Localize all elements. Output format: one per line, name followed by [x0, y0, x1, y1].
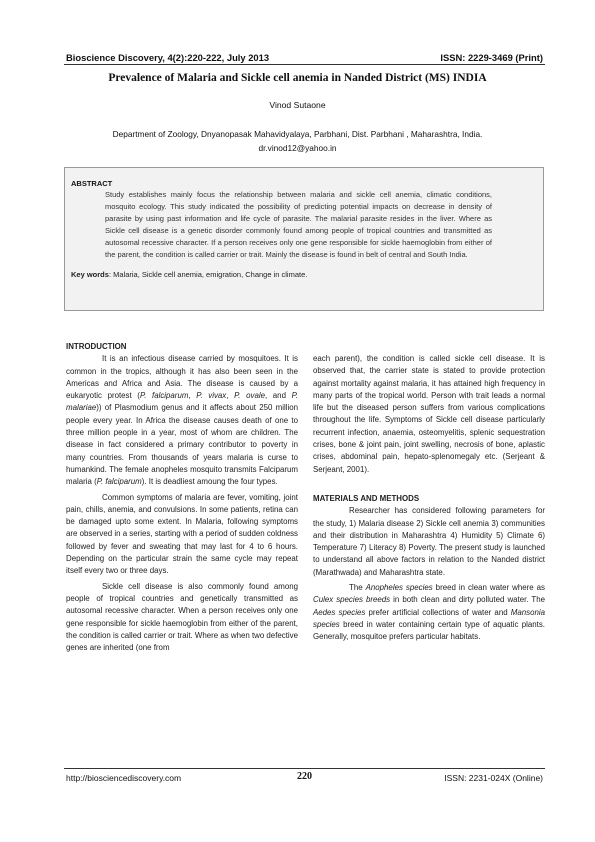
author-email: dr.vinod12@yahoo.in [258, 143, 337, 153]
page-number: 220 [297, 771, 312, 782]
intro-paragraph-continued: each parent), the condition is called sickle cell disease. It is observed that, the carrier state is stated to provide protection against mortality against malaria, it has attained high frequency in many parts of the tropical world. Person with trait leads a normal life but the diseased person suffers from various complications throughout the life. Symptoms of Sickle cell disease particularly recurrent infection, anaemia, osteomyelitis, splenic sequestration crises, bone & joint pain, joint swelling, necrosis of bone, aplastic crises, abdominal pain, hepato-splenomegaly etc. (Serjeant & Serjeant, 2001). [313, 354, 545, 474]
right-column [313, 353, 545, 644]
journal-name: Bioscience Discovery, [66, 52, 165, 63]
author-name: Vinod Sutaone [269, 100, 326, 110]
left-column [66, 341, 298, 654]
intro-paragraph-3: Sickle cell disease is also commonly found among people of tropical countries and genetically transmitted as autosomal recessive character. When a person receives only one gene responsible for sickle haemoglobin from either of the parent, the condition is called carrier or trait. Where as when two defective genes are inherited (one from [66, 581, 299, 653]
issn-online: ISSN: 2231-024X (Online) [444, 773, 543, 783]
intro-paragraph-1: It is an infectious disease carried by mosquitoes. It is common in the tropics, although it has also been seen in the Americas and Africa and Asia. The disease is caused by a eukaryotic protest (P. falciparum, P. vivax, P. ovale, and P. malariae)) of Plasmodium genus and it affects about 250 million people every year. In Africa the disease causes death of one to three million people in a year, most of whom are children. The disease in fact considered a primary contributor to poverty in many countries. From thousands of years malaria is curse to humankind. The female anopheles mosquito transmits Falciparum malaria (P. falciparum). It is deadliest amoung the four types. [66, 354, 299, 487]
keywords-line [71, 270, 535, 279]
footer-divider [64, 768, 545, 769]
introduction-heading: INTRODUCTION [66, 342, 127, 351]
author-affiliation [0, 127, 595, 155]
methods-heading: MATERIALS AND METHODS [313, 493, 420, 503]
keywords-list: : Malaria, Sickle cell anemia, emigration, Change in climate. [108, 270, 308, 279]
methods-paragraph-1: Researcher has considered following parameters for the study, 1) Malaria disease 2) Sickle cell anemia 3) communities and their distribution in Maharashtra 4) Humidity 5) Climate 6) Temperature 7) Literacy 8) Poverty. The present study is launched to understand all above factors in relation to the Nanded district (Marathwada) and Maharashtra state. [313, 506, 545, 577]
journal-citation: 4(2):220-222, July 2013 [164, 52, 270, 63]
intro-paragraph-2: Common symptoms of malaria are fever, vomiting, joint pain, chills, anemia, and convulsions. In some patients, retina can be damaged upto some extent. In Malaria, following symptoms are observed in a series, starting with a period of sudden coldness followed by fever and sweating that may last for 4 to 6 hours. Depending on the particular strain the same cycle may repeat itself every two or three days. [66, 492, 298, 576]
abstract-text: Study establishes mainly focus the relationship between malaria and sickle cell anemia, climatic conditions, mosquito ecology. This study indicated the possibility of predicting potential impacts on decrease in density of parasite by using past information and life cycle of parasite. The malarial parasite resides in the liver. Where as Sickle cell disease is a genetic disorder commonly found among people of tropical countries and transmitted as autosomal recessive character. If a person receives only one gene responsible for sickle haemoglobin from either of the parent, the condition is called carrier or trait. Mainly the disease is found in belt of central and South India. [105, 190, 492, 259]
keywords-label: Key words [71, 270, 109, 279]
running-header-citation [66, 52, 269, 63]
methods-paragraph-2: The Anopheles species breed in clean water where as Culex species breeds in both clean and dirty polluted water. The Aedes species prefer artificial collections of water and Mansonia species breed in water containing certain type of aquatic plants. Generally, mosquitoe prefers particular habitats. [313, 583, 545, 642]
journal-url-link[interactable]: http://biosciencediscovery.com [66, 773, 182, 783]
abstract-heading: ABSTRACT [71, 179, 113, 188]
header-divider [64, 64, 545, 65]
running-header-issn: ISSN: 2229-3469 (Print) [440, 52, 543, 63]
abstract-box [64, 167, 544, 311]
paper-title: Prevalence of Malaria and Sickle cell anemia in Nanded District (MS) INDIA [108, 72, 487, 84]
affiliation-line: Department of Zoology, Dnyanopasak Mahavidyalaya, Parbhani, Dist. Parbhani , Maharashtra, India. [112, 129, 483, 139]
